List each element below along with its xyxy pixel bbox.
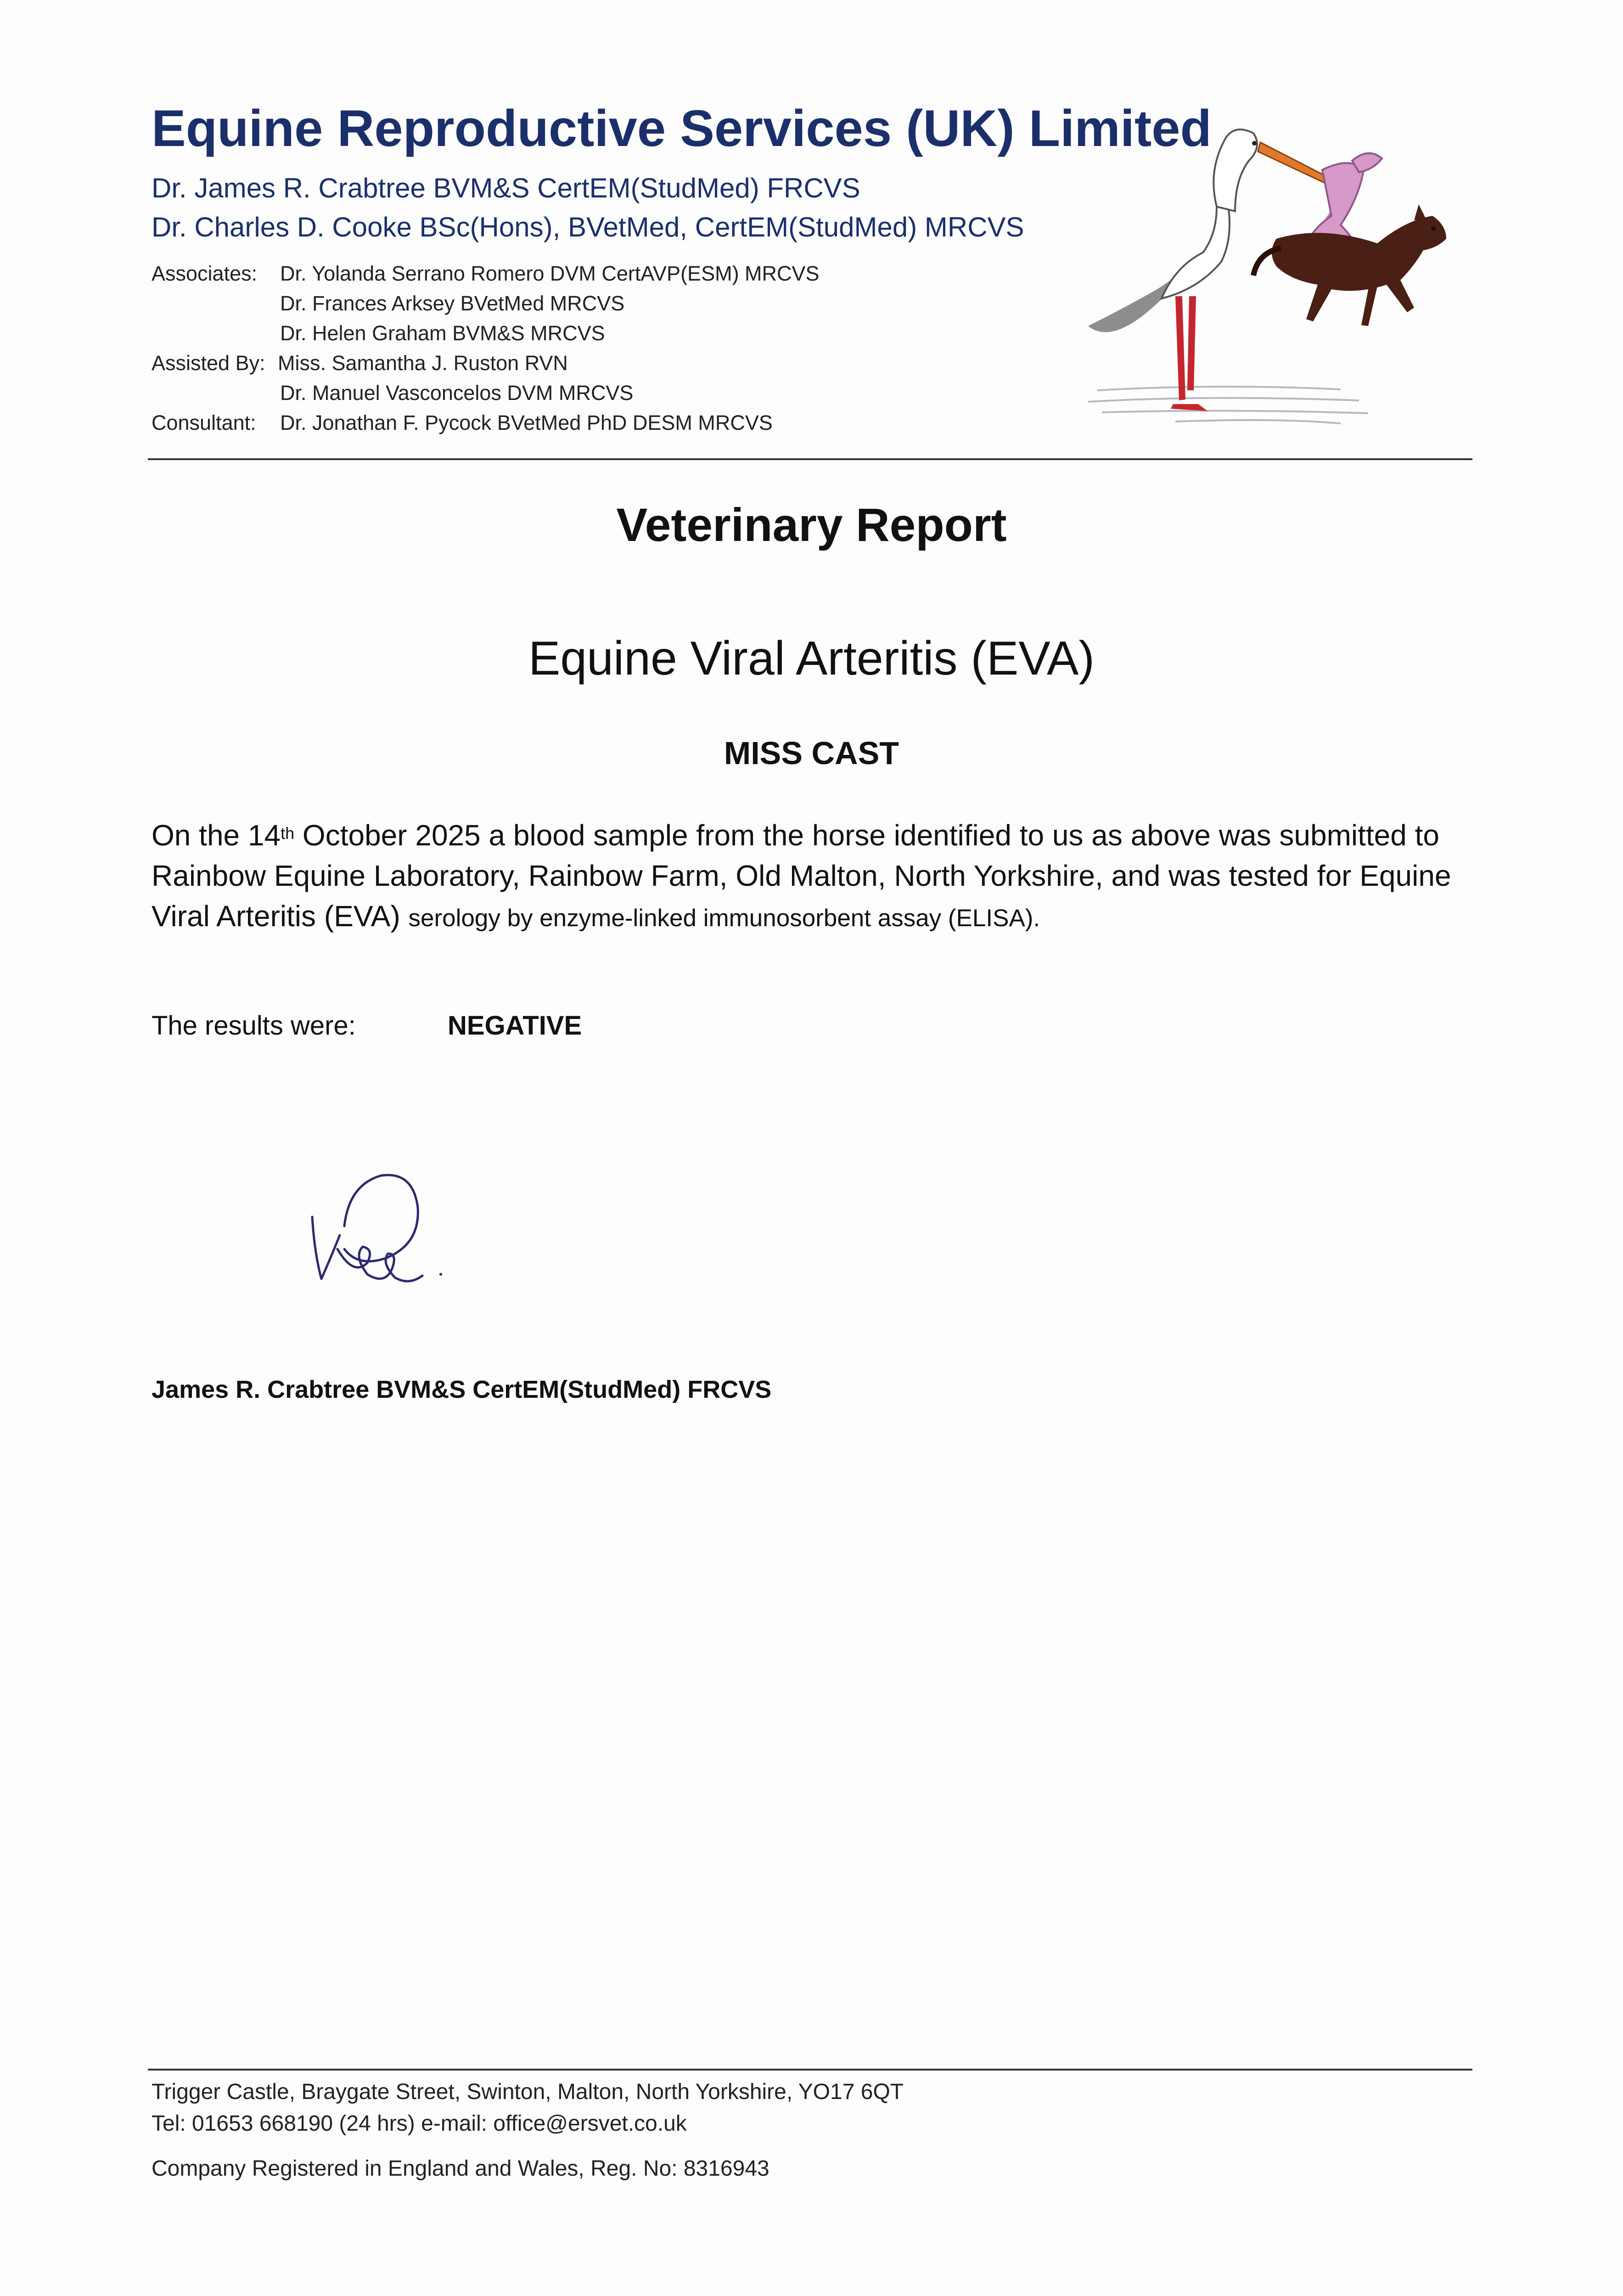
staff-name: Dr. Frances Arksey BVetMed MRCVS [280, 292, 625, 315]
footer-address: Trigger Castle, Braygate Street, Swinton, Malton, North Yorkshire, YO17 6QT [152, 2080, 904, 2104]
company-name: Equine Reproductive Services (UK) Limited [152, 100, 1212, 157]
horse-name: MISS CAST [724, 735, 899, 771]
staff-name: Miss. Samantha J. Ruston RVN [278, 351, 568, 375]
staff-name: Dr. Yolanda Serrano Romero DVM CertAVP(ESM) MRCVS [280, 262, 820, 285]
report-body [152, 815, 1483, 939]
body-prefix: On the 14 [152, 819, 281, 852]
staff-role: Assisted By: [152, 351, 265, 375]
staff-name: Dr. Helen Graham BVM&S MRCVS [280, 321, 605, 345]
partner-cooke: Dr. Charles D. Cooke BSc(Hons), BVetMed, CertEM(StudMed) MRCVS [152, 212, 1024, 242]
report-subtitle: Equine Viral Arteritis (EVA) [528, 632, 1095, 685]
results-value: NEGATIVE [448, 1011, 582, 1041]
body-method: serology by enzyme-linked immunosorbent assay (ELISA). [408, 905, 1040, 932]
body-ordinal: th [281, 824, 295, 843]
report-title: Veterinary Report [616, 499, 1007, 551]
staff-name: Dr. Manuel Vasconcelos DVM MRCVS [280, 381, 634, 405]
staff-role: Associates: [152, 262, 258, 285]
body-main: October 2025 a blood sample from the horse identified to us as above was submitted to Rainbow Equine Laboratory, Rainbow Farm, Old Malton, North Yorkshire, and was tested for Equine Viral Arteritis (EVA) [152, 819, 1451, 933]
partner-crabtree: Dr. James R. Crabtree BVM&S CertEM(StudMed) FRCVS [152, 173, 860, 203]
footer-divider [148, 2069, 1472, 2071]
footer-registration: Company Registered in England and Wales, Reg. No: 8316943 [152, 2156, 769, 2181]
header-divider [148, 458, 1472, 460]
results-label: The results were: [152, 1011, 356, 1041]
staff-name: Dr. Jonathan F. Pycock BVetMed PhD DESM MRCVS [280, 411, 773, 434]
staff-role: Consultant: [152, 411, 256, 434]
stork-carrying-foal-logo [1084, 115, 1474, 436]
footer-contact: Tel: 01653 668190 (24 hrs) e-mail: office@ersvet.co.uk [152, 2111, 687, 2136]
signer-name: James R. Crabtree BVM&S CertEM(StudMed) FRCVS [152, 1376, 772, 1403]
handwritten-signature [294, 1157, 468, 1295]
